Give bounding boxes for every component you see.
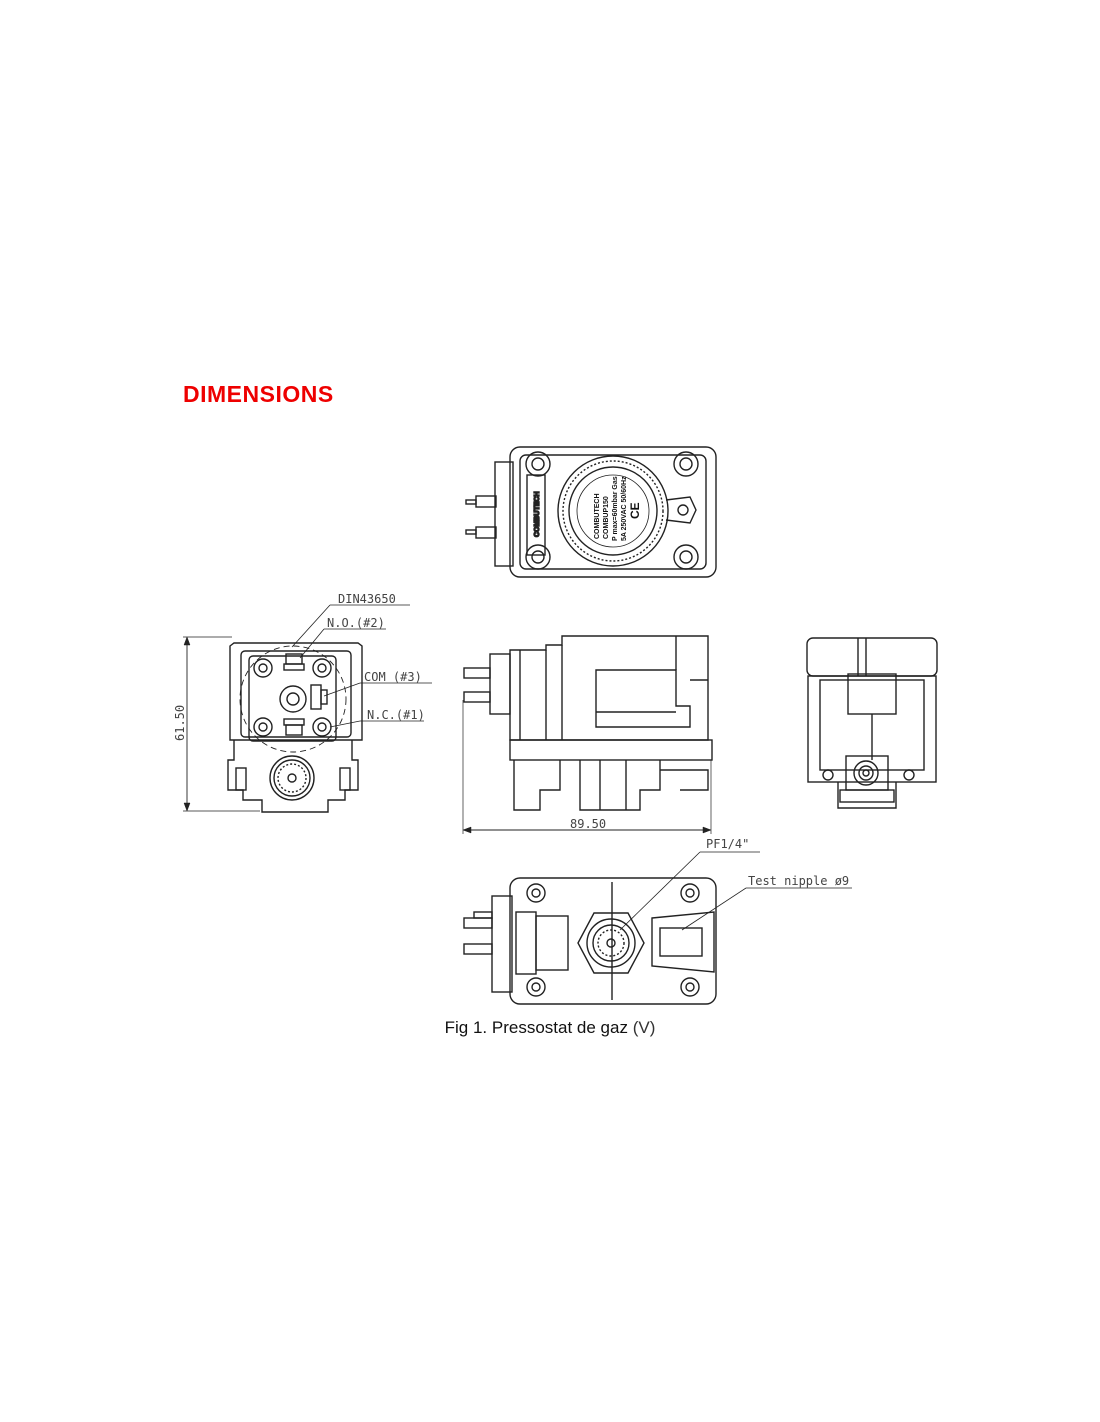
label-no: N.O.(#2) [327, 616, 385, 630]
section-heading: DIMENSIONS [183, 381, 334, 407]
label-test-nipple: Test nipple ø9 [748, 874, 850, 888]
label-din43650: DIN43650 [338, 592, 396, 606]
dimension-height: 61.50 [173, 704, 187, 741]
figure-caption [0, 1018, 1100, 1038]
label-nc: N.C.(#1) [367, 708, 425, 722]
product-brand: COMBUTECH [594, 493, 601, 539]
label-com: COM (#3) [364, 670, 422, 684]
dimension-length: 89.50 [570, 817, 607, 831]
caption-main: Fig 1. Pressostat de gaz [444, 1018, 628, 1037]
front-view [463, 636, 712, 834]
label-strip-text: COMBUTECH [534, 491, 541, 537]
caption-suffix: (V) [632, 1018, 656, 1037]
ce-mark: CE [628, 502, 642, 519]
product-pmax: P max=60mbar Gas [612, 476, 619, 541]
product-rating: 5A 250VAC 50/60Hz [621, 476, 628, 541]
label-port: PF1/4" [706, 837, 750, 851]
right-view [807, 638, 937, 808]
product-model: COMBUP150 [603, 496, 610, 539]
top-view [466, 447, 716, 577]
